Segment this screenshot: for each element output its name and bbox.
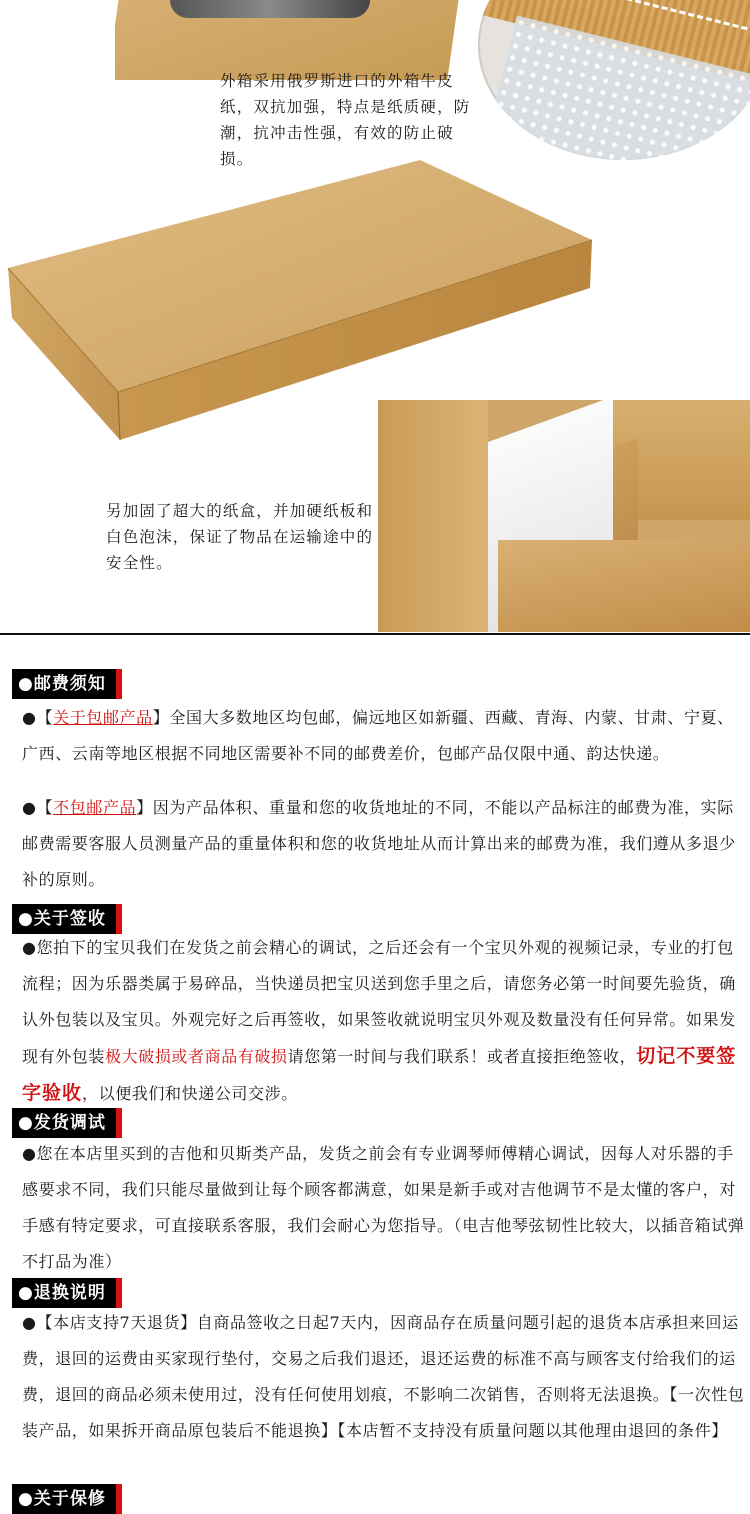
- section-title-tuning: ●发货调试: [12, 1108, 116, 1138]
- free-shipping-tag: 关于包邮产品: [53, 708, 153, 727]
- section-title-signing: ●关于签收: [12, 904, 116, 934]
- shipping-item-free: ●【关于包邮产品】全国大多数地区均包邮，偏远地区如新疆、西藏、青海、内蒙、甘肃、宁夏、广西、云南等地区根据不同地区需要补不同的邮费差价，包邮产品仅限中通、韵达快递。: [22, 708, 734, 763]
- do-not-sign-warning: 切记不要签字验收: [22, 1045, 737, 1104]
- kraft-box-photo: [0, 0, 750, 450]
- section-title-returns: ●退换说明: [12, 1278, 116, 1308]
- open-box-photo: [378, 400, 750, 632]
- outer-box-caption: 外箱采用俄罗斯进口的外箱牛皮纸，双抗加强，特点是纸质硬，防潮，抗冲击性强，有效的防止破损。: [220, 72, 471, 168]
- section-divider: [0, 633, 750, 635]
- damage-warning: 极大破损或者商品有破损: [105, 1047, 288, 1066]
- shipping-item-paid: ●【不包邮产品】因为产品体积、重量和您的收货地址的不同，不能以产品标注的邮费为准，实际邮费需要客服人员测量产品的重量体积和您的收货地址从而计算出来的邮费为准，我们遵从多退少补的原则。: [22, 798, 736, 889]
- returns-text: ●【本店支持7天退货】自商品签收之日起7天内，因商品存在质量问题引起的退货本店承担来回运费，退回的运费由买家现行垫付，交易之后我们退还，退还运费的标准不高与顾客支付给我们的运费，退回的商品必须未使用过，没有任何使用划痕，不影响二次销售，否则将无法退换。【一次性包装产品，如果拆开商品原包装后不能退换】【本店暂不支持没有质量问题以其他理由退回的条件】: [22, 1313, 745, 1440]
- section-title-shipping: ●邮费须知: [12, 669, 116, 699]
- inner-box-caption: 另加固了超大的纸盒，并加硬纸板和白色泡沫，保证了物品在运输途中的安全性。: [106, 502, 374, 572]
- tuning-text: ●您在本店里买到的吉他和贝斯类产品，发货之前会有专业调琴师傅精心调试，因每人对乐器的手感要求不同，我们只能尽量做到让每个顾客都满意，如果是新手或对吉他调节不是太懂的客户，对手感有特定要求，可直接联系客服，我们会耐心为您指导。（电吉他琴弦韧性比较大，以插音箱试弹不打品为准）: [22, 1144, 745, 1271]
- signing-text: ●您拍下的宝贝我们在发货之前会精心的调试，之后还会有一个宝贝外观的视频记录，专业的打包流程；因为乐器类属于易碎品，当快递员把宝贝送到您手里之后，请您务必第一时间要先验货，确认外包装以及宝贝。外观完好之后再签收，如果签收就说明宝贝外观及数量没有任何异常。如果发现有外包装极大破损或者商品有破损请您第一时间与我们联系！或者直接拒绝签收，切记不要签字验收，以便我们和快递公司交涉。: [22, 938, 737, 1104]
- paid-shipping-tag: 不包邮产品: [53, 798, 137, 817]
- section-title-warranty: ●关于保修: [12, 1484, 116, 1514]
